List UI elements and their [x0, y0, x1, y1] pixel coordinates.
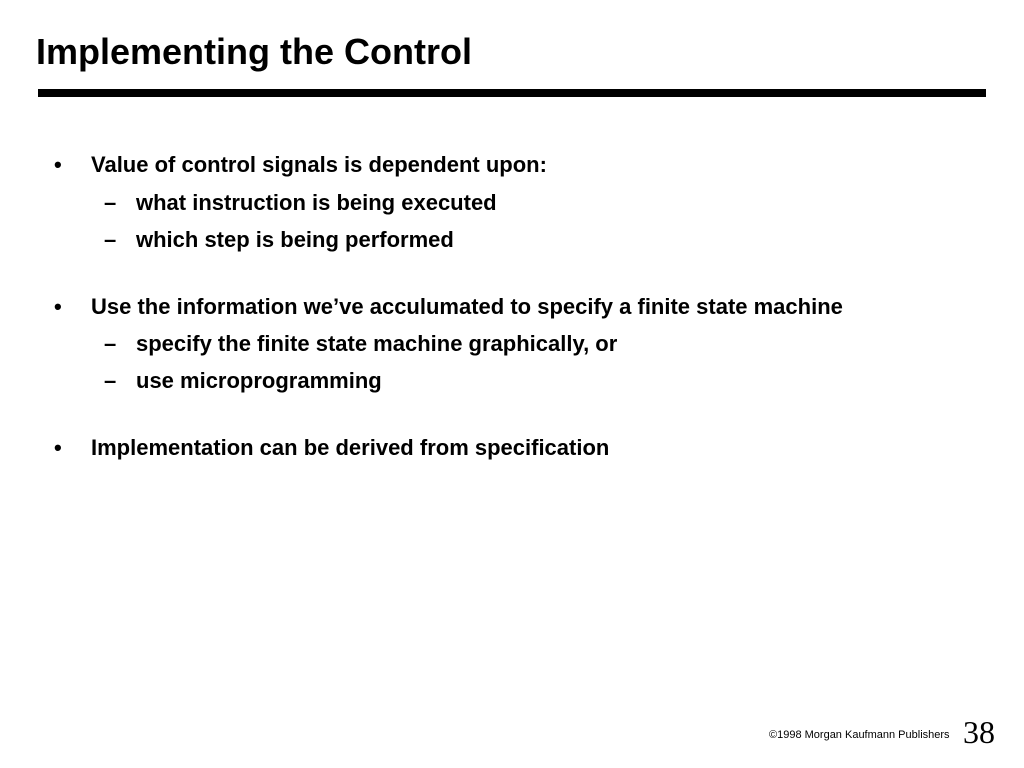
bullet-text: Value of control signals is dependent upon:	[91, 152, 547, 177]
sub-bullet-text: use microprogramming	[136, 368, 382, 393]
bullet-marker: •	[54, 435, 62, 460]
dash-marker: –	[104, 331, 117, 356]
bullet-text: Implementation can be derived from specification	[91, 435, 610, 460]
dash-marker: –	[104, 190, 117, 215]
dash-marker: –	[104, 368, 117, 393]
bullet-text: Use the information we’ve acculumated to specify a finite state machine	[91, 294, 843, 319]
sub-bullet-text: which step is being performed	[136, 227, 454, 252]
bullet-marker: •	[54, 294, 62, 319]
title-divider	[38, 89, 986, 97]
dash-marker: –	[104, 227, 117, 252]
sub-bullet-text: specify the finite state machine graphically, or	[136, 331, 618, 356]
bullet-marker: •	[54, 152, 62, 177]
sub-bullet-text: what instruction is being executed	[136, 190, 497, 215]
page-number: 38	[963, 714, 995, 750]
slide-title: Implementing the Control	[36, 31, 472, 72]
footer-copyright: ©1998 Morgan Kaufmann Publishers	[769, 729, 950, 741]
